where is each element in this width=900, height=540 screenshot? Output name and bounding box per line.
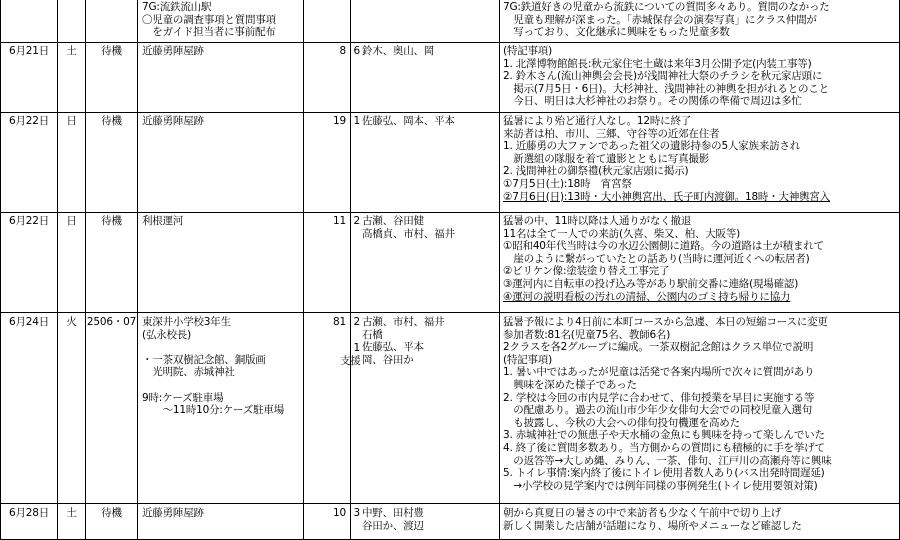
- note-line: 崖のように繋がっていたとの話あり(当時に運河近くへの転居者): [503, 252, 810, 265]
- note-line: 5. トイレ事情:案内終了後にトイレ使用者数人あり(バス出発時間遅延): [503, 467, 825, 480]
- note-line: 7G:鉄道好きの児童から流鉄についての質問多々あり。質問のなかった: [503, 1, 830, 13]
- row-divider: [0, 212, 900, 213]
- date-cell: 6月22日: [8, 115, 50, 127]
- support-label: 支援: [340, 355, 361, 367]
- weekday-cell: 土: [66, 507, 77, 519]
- note-line: 2. 浅間神社の御祭禮(秋元家店頭に掲示): [503, 165, 689, 178]
- note-line: の返答等→大しめ縄、みりん、一茶、俳句、江戸川の高瀬舟等に興味: [503, 454, 832, 467]
- support-count: 1: [353, 342, 360, 354]
- status-cell: 待機: [101, 115, 122, 127]
- date-cell: 6月24日: [8, 316, 50, 328]
- place-line: 〇児童の調査事項と質問事項: [142, 13, 276, 26]
- guide-count: 6: [353, 45, 360, 57]
- row-divider: [0, 42, 900, 43]
- note-line: 朝から真夏日の暑さの中で来訪者も少なく午前中で切り上げ: [503, 507, 782, 519]
- note-line: 2. 学校は今回の市内見学に合わせて、俳句授業を早目に実施する等: [503, 391, 815, 404]
- notes-cell: [503, 215, 898, 303]
- note-line: 1. 暑い中ではあったが児童は活発で各案内場所で次々に質問があり: [503, 366, 815, 379]
- date-cell: 6月22日: [8, 215, 50, 227]
- note-line: 2. 鈴木さん(流山神輿会会長)が浅間神社大祭のチラシを秋元家店頭に: [503, 70, 823, 83]
- guide-count: 2: [353, 316, 360, 328]
- note-line: 4. 終了後に質問多数あり。当方側からの質問にも積極的に手を挙げて: [503, 441, 825, 454]
- note-line: 1. 北澤博物館館長:秋元家住宅土蔵は来年3月公開予定(内装工事等): [503, 57, 812, 70]
- weekday-cell: 土: [66, 45, 77, 57]
- notes-cell: [503, 1, 898, 39]
- table-border-left: [0, 0, 1, 540]
- note-line: ①7月5日(土):18時 宵宮祭: [503, 177, 632, 190]
- notes-cell: [503, 45, 898, 108]
- note-line: ②ビリケン像:塗装塗り替え工事完了: [503, 265, 670, 278]
- col-divider: [85, 0, 86, 540]
- note-line: 新選組の隊服を着て遺影とともに写真撮影: [503, 152, 709, 165]
- place-line: [142, 379, 302, 392]
- note-line: ③運河内に自転車の投げ込み等があり駅前交番に連絡(現場確認): [503, 277, 799, 290]
- place-line: ～11時10分:ケーズ駐車場: [142, 404, 285, 417]
- guide-name-line: 古瀬、市村、福井: [362, 316, 445, 328]
- note-line: 今日、明日は大杉神社のお祭り。その関係の準備で周辺は多忙: [503, 95, 802, 108]
- note-line: 児童も理解が深まった。「赤城保存会の演奏写真」にクラス仲間が: [503, 13, 817, 26]
- note-line: 猛暑予報により4日前に本町コースから急遽、本日の短縮コースに変更: [503, 316, 828, 328]
- notes-cell: [503, 115, 898, 203]
- guide-name-line: 高橋貞、市村、福井: [362, 227, 455, 240]
- date-cell: 6月28日: [8, 507, 50, 519]
- col-divider: [57, 0, 58, 540]
- place-line: をガイド担当者に事前配布: [142, 26, 276, 39]
- row-divider: [0, 112, 900, 113]
- weekday-cell: 日: [66, 115, 77, 127]
- note-line: の配慮あり。過去の流山市少年少女俳句大会での同校児童入選句: [503, 404, 812, 417]
- weekday-cell: 日: [66, 215, 77, 227]
- col-divider: [137, 0, 138, 540]
- note-line: 猛暑により殆ど通行人なし。12時に終了: [503, 115, 692, 127]
- note-line: も披露し、今秋の大会への俳句投句機運を高めた: [503, 416, 740, 429]
- status-cell: 待機: [101, 45, 122, 57]
- visitor-count: 81: [333, 316, 346, 328]
- note-line: (特記事項): [503, 45, 552, 57]
- place-cell: 近藤勇陣屋跡: [142, 507, 204, 519]
- row-divider: [0, 312, 900, 313]
- place-cell: [142, 1, 302, 39]
- guide-names: [362, 316, 498, 366]
- notes-cell: [503, 507, 898, 532]
- guide-name-line: 中野、田村豊: [362, 507, 424, 519]
- place-line: 7G:流鉄流山駅: [142, 1, 212, 13]
- note-line: ②7月6日(日):13時・大小神輿宮出、氏子町内渡御。18時・大神輿宮入: [503, 190, 831, 203]
- date-cell: 6月21日: [8, 45, 50, 57]
- col-divider: [499, 0, 500, 540]
- place-cell: 近藤勇陣屋跡: [142, 45, 204, 57]
- guide-count: 1: [353, 115, 360, 127]
- guide-name-line: 古瀬、谷田健: [362, 215, 424, 227]
- note-line: ④運河の説明看板の汚れの清掃、公園内のゴミ持ち帰りに協力: [503, 290, 791, 303]
- note-line: (特記事項): [503, 353, 552, 366]
- status-cell: 待機: [101, 215, 122, 227]
- visitor-count: 11: [333, 215, 346, 227]
- note-line: 11名は全て一人での来訪(久喜、柴又、柏、大阪等): [503, 227, 741, 240]
- place-line: (弘永校長): [142, 328, 191, 341]
- place-line: 光明院、赤城神社: [142, 366, 235, 379]
- guide-names: 鈴木、奥山、岡: [362, 45, 435, 57]
- guide-count: 3: [353, 507, 360, 519]
- guide-name-line: 谷田か、渡辺: [362, 519, 424, 532]
- note-line: 3. 赤城神社での無患子や天水桶の金魚にも興味を持って楽しんでいた: [503, 429, 825, 442]
- guide-names: [362, 215, 498, 240]
- note-line: 猛暑の中、11時以降は人通りがなく撤退: [503, 215, 692, 227]
- note-line: 2クラスを各2グループに編成。一茶双樹記念館はクラス単位で説明: [503, 341, 814, 354]
- note-line: 参加者数:81名(児童75名、教師6名): [503, 328, 671, 341]
- place-cell: 近藤勇陣屋跡: [142, 115, 204, 127]
- note-line: 新しく開業した店舗が話題になり、場所やメニューなど確認した: [503, 519, 802, 532]
- weekday-cell: 火: [66, 316, 77, 328]
- guide-name-line: 岡、谷田か: [362, 353, 414, 366]
- visitor-count: 10: [333, 507, 346, 519]
- status-cell: 2506・07: [86, 316, 137, 328]
- note-line: ①昭和40年代当時は今の水辺公園側に道路。今の道路は土が積まれて: [503, 240, 824, 253]
- note-line: 興味を深めた様子であった: [503, 378, 637, 391]
- visitor-count: 8: [339, 45, 346, 57]
- notes-cell: [503, 316, 898, 492]
- guide-name-line: 石橋: [362, 328, 383, 341]
- guide-names: [362, 507, 498, 532]
- place-cell: [142, 316, 302, 417]
- col-divider: [350, 0, 351, 540]
- place-line: [142, 341, 302, 354]
- note-line: 1. 近藤勇の大ファンであった祖父の遺影持参の5人家族来訪され: [503, 140, 801, 153]
- col-divider: [303, 0, 304, 540]
- place-cell: 利根運河: [142, 215, 184, 227]
- visitor-count: 19: [333, 115, 346, 127]
- place-line: 9時:ケーズ駐車場: [142, 391, 224, 404]
- note-line: 来訪者は柏、市川、三郷、守谷等の近郊在住者: [503, 127, 720, 140]
- place-line: ・一茶双樹記念館、銅版画: [142, 353, 266, 366]
- note-line: 写っており、文化継承に興味をもった児童多数: [503, 26, 730, 39]
- note-line: →小学校の見学案内では例年同様の事例発生(トイレ使用要領対策): [503, 479, 818, 492]
- guide-name-line: 佐藤弘、平本: [362, 341, 424, 354]
- status-cell: 待機: [101, 507, 122, 519]
- guide-names: 佐藤弘、岡本、平本: [362, 115, 455, 127]
- place-line: 東深井小学校3年生: [142, 316, 231, 328]
- note-line: 掲示(7月5日・6日)。大杉神社、浅間神社の神輿を担がれるとのこと: [503, 82, 829, 95]
- guide-count: 2: [353, 215, 360, 227]
- row-divider: [0, 503, 900, 504]
